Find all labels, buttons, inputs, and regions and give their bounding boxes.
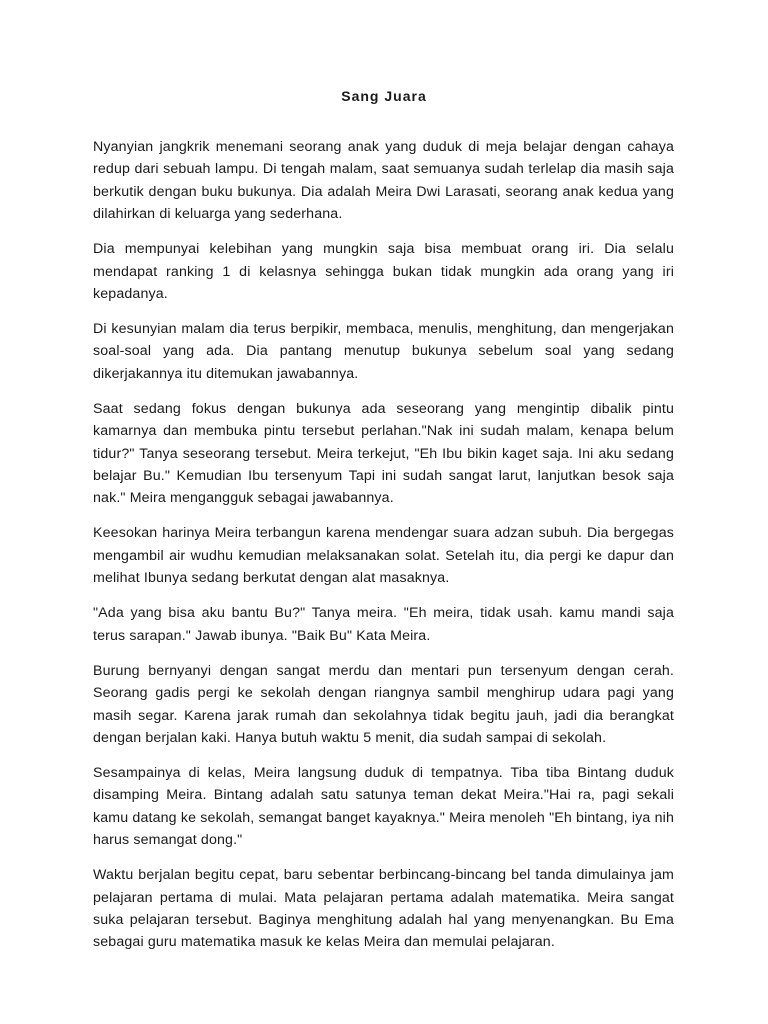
paragraph-5: Keesokan harinya Meira terbangun karena mendengar suara adzan subuh. Dia bergegas mengambil air wudhu kemudian melaksanakan solat. Setelah itu, dia pergi ke dapur dan melihat Ibunya sedang berkutat dengan alat masaknya. xyxy=(93,525,674,587)
paragraph-8: Sesampainya di kelas, Meira langsung duduk di tempatnya. Tiba tiba Bintang duduk disamping Meira. Bintang adalah satu satunya teman dekat Meira."Hai ra, pagi sekali kamu datang ke sekolah, semangat banget kayaknya." Meira menoleh "Eh bintang, iya nih harus semangat dong." xyxy=(93,764,674,849)
document-title: Sang Juara xyxy=(341,88,427,104)
paragraph-9: Waktu berjalan begitu cepat, baru sebentar berbincang-bincang bel tanda dimulainya jam pelajaran pertama di mulai. Mata pelajaran pertama adalah matematika. Meira sangat suka pelajaran tersebut. Baginya menghitung adalah hal yang menyenangkan. Bu Ema sebagai guru matematika masuk ke kelas Meira dan memulai pelajaran. xyxy=(93,867,674,951)
paragraph-4: Saat sedang fokus dengan bukunya ada seseorang yang mengintip dibalik pintu kamarnya dan membuka pintu tersebut perlahan."Nak ini sudah malam, kenapa belum tidur?" Tanya seseorang tersebut. Meira terkejut, "Eh Ibu bikin kaget saja. Ini aku sedang belajar Bu." Kemudian Ibu tersenyum Tapi ini sudah sangat larut, lanjutkan besok saja nak." Meira mengangguk sebagai jawabannya. xyxy=(93,400,674,507)
paragraph-1: Nyanyian jangkrik menemani seorang anak yang duduk di meja belajar dengan cahaya redup dari sebuah lampu. Di tengah malam, saat semuanya sudah terlelap dia masih saja berkutik dengan buku bukunya. Dia adalah Meira Dwi Larasati, seorang anak kedua yang dilahirkan di keluarga yang sederhana. xyxy=(93,139,674,223)
paragraph-2: Dia mempunyai kelebihan yang mungkin saja bisa membuat orang iri. Dia selalu mendapat ranking 1 di kelasnya sehingga bukan tidak mungkin ada orang yang iri kepadanya. xyxy=(93,241,674,303)
paragraph-7: Burung bernyanyi dengan sangat merdu dan mentari pun tersenyum dengan cerah. Seorang gadis pergi ke sekolah dengan riangnya sambil menghirup udara pagi yang masih segar. Karena jarak rumah dan sekolahnya tidak begitu jauh, jadi dia berangkat dengan berjalan kaki. Hanya butuh waktu 5 menit, dia sudah sampai di sekolah. xyxy=(93,662,674,746)
document-body xyxy=(93,136,674,966)
paragraph-3: Di kesunyian malam dia terus berpikir, membaca, menulis, menghitung, dan mengerjakan soal-soal yang ada. Dia pantang menutup bukunya sebelum soal yang sedang dikerjakannya itu ditemukan jawabannya. xyxy=(93,321,674,382)
paragraph-6: "Ada yang bisa aku bantu Bu?" Tanya meira. "Eh meira, tidak usah. kamu mandi saja terus sarapan." Jawab ibunya. "Baik Bu" Kata Meira. xyxy=(93,605,674,644)
